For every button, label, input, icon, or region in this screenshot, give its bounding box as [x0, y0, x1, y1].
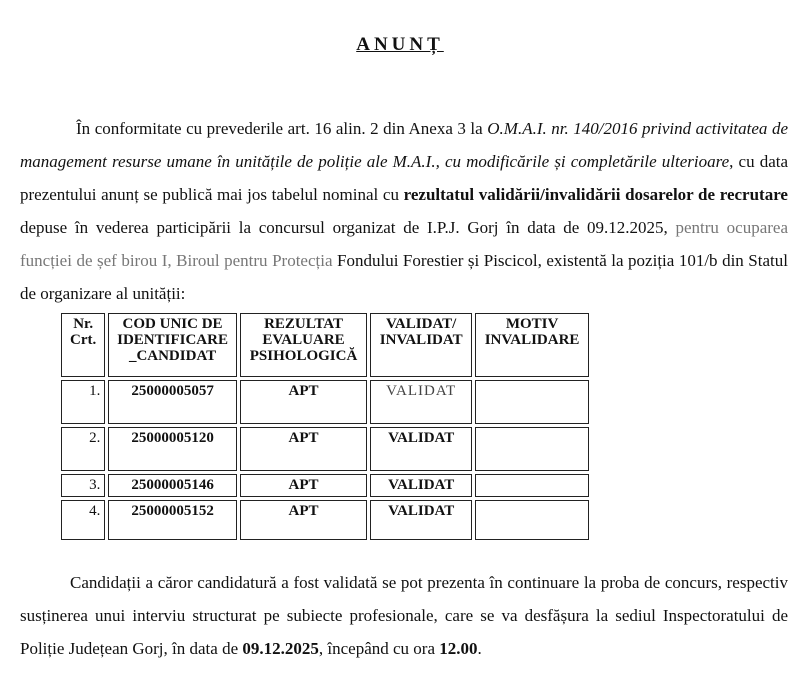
cell-evaluare: APT — [240, 500, 367, 540]
cell-status: VALIDAT — [370, 474, 472, 497]
header-validat: VALIDAT/ INVALIDAT — [370, 313, 472, 377]
closing-date: 09.12.2025 — [242, 639, 319, 658]
cell-cod: 25000005057 — [108, 380, 237, 424]
table-row — [61, 500, 589, 540]
intro-text-5: depuse în vederea participării la concursul organizat de I.P.J. Gorj în data de 09.12.2025, — [20, 218, 676, 237]
header-nr: Nr. Crt. — [61, 313, 105, 377]
intro-text-3: , cu data prezentului anunț se publică mai jos tabelul nominal cu — [20, 152, 789, 204]
cell-nr: 1. — [61, 380, 105, 424]
results-table — [58, 310, 592, 543]
header-cod: COD UNIC DE IDENTIFICARE _CANDIDAT — [108, 313, 237, 377]
header-rezultat: REZULTAT EVALUARE PSIHOLOGICĂ — [240, 313, 367, 377]
cell-evaluare: APT — [240, 474, 367, 497]
closing-text-2: , începând cu ora — [318, 639, 440, 658]
table-row — [61, 427, 589, 471]
table-row — [61, 380, 589, 424]
table-row — [61, 474, 589, 497]
table-header-row — [61, 313, 589, 377]
cell-motiv — [475, 500, 589, 540]
cell-evaluare: APT — [240, 380, 367, 424]
cell-motiv — [475, 380, 589, 424]
cell-cod: 25000005120 — [108, 427, 237, 471]
cell-evaluare: APT — [240, 427, 367, 471]
intro-faded-text: pentru ocuparea funcției de șef birou I, Biroul pentru Protecția — [20, 218, 789, 270]
cell-nr: 2. — [61, 427, 105, 471]
cell-cod: 25000005146 — [108, 474, 237, 497]
closing-hour: 12.00 — [439, 639, 478, 658]
cell-status: VALIDAT — [370, 427, 472, 471]
intro-text-7: Fondului Forestier și Piscicol, existentă la poziția 101/b din Statul de organizare al unității: — [20, 251, 788, 303]
cell-status: VALIDAT — [370, 500, 472, 540]
cell-nr: 3. — [61, 474, 105, 497]
closing-text-1: Candidații a căror candidatură a fost validată se pot prezenta în continuare la proba de concurs, respectiv susținerea unui interviu structurat pe subiecte profesionale, care se va desfășura la sediul Inspectoratului de Poliție Județean Gorj, în data de — [20, 573, 788, 658]
intro-legal-reference: O.M.A.I. nr. 140/2016 privind activitatea de management resurse umane în unitățile de poliție ale M.A.I., cu modificările și completările ulterioare — [20, 119, 789, 171]
cell-status: VALIDAT — [370, 380, 472, 424]
cell-nr: 4. — [61, 500, 105, 540]
intro-text-1: În conformitate cu prevederile art. 16 alin. 2 din Anexa 3 la — [76, 119, 488, 138]
cell-motiv — [475, 474, 589, 497]
cell-cod: 25000005152 — [108, 500, 237, 540]
closing-text-3: . — [477, 639, 482, 658]
header-motiv: MOTIV INVALIDARE — [475, 313, 589, 377]
cell-motiv — [475, 427, 589, 471]
intro-bold-subject: rezultatul validării/invalidării dosarelor de recrutare — [403, 185, 788, 204]
closing-paragraph — [20, 566, 788, 665]
page-title: ANUNȚ — [356, 34, 444, 55]
intro-paragraph — [20, 112, 788, 310]
